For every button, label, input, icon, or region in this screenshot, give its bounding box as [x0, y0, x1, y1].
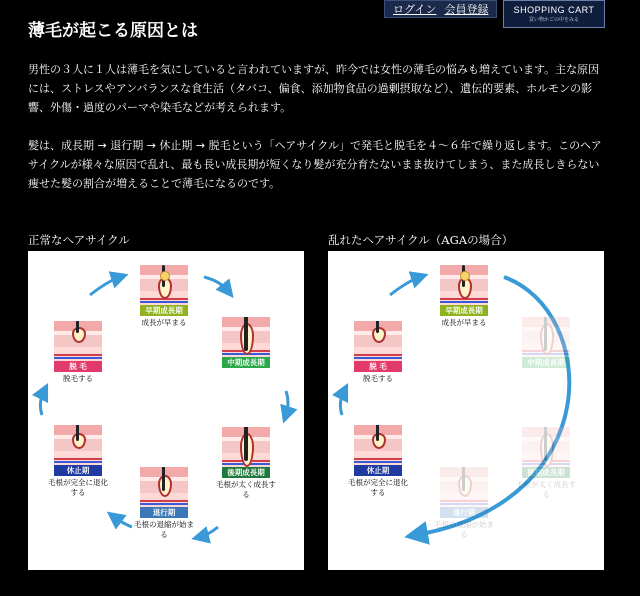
register-link[interactable]: 会員登録 [444, 3, 489, 16]
aga-shedding-label: 脱 毛 [354, 361, 402, 372]
aga-shedding-stage [354, 321, 402, 384]
aga-shedding-desc: 脱毛する [363, 374, 393, 383]
aga-late-growth-stage [516, 427, 576, 500]
account-links [384, 0, 497, 18]
login-link[interactable]: ログイン [393, 3, 437, 16]
regression-stage [134, 467, 194, 540]
normal-cycle-title: 正常なヘアサイクル [28, 233, 130, 247]
aga-early-growth-desc: 成長が早まる [441, 318, 487, 327]
late-growth-label: 後期成長期 [222, 467, 270, 478]
resting-label: 休止期 [54, 465, 102, 476]
aga-resting-label: 休止期 [354, 465, 402, 476]
shopping-cart-button[interactable] [503, 0, 605, 28]
early-growth-stage [140, 265, 188, 328]
aga-early-growth-stage [440, 265, 488, 328]
cart-title: SHOPPING CART [513, 5, 595, 15]
aga-resting-stage [348, 425, 408, 498]
aga-regression-label: 退行期 [440, 507, 488, 518]
aga-regression-stage [434, 467, 494, 540]
aga-late-growth-label: 後期成長期 [522, 467, 570, 478]
resting-stage [48, 425, 108, 498]
early-growth-label: 早期成長期 [140, 305, 188, 316]
shedding-desc: 脱毛する [63, 374, 93, 383]
cart-subtitle: 買い物かごの中をみる [528, 17, 579, 23]
aga-resting-desc: 毛根が完全に退化する [348, 478, 408, 497]
mid-growth-stage [222, 317, 270, 368]
shedding-stage [54, 321, 102, 384]
aga-early-growth-label: 早期成長期 [440, 305, 488, 316]
aga-late-growth-desc: 毛根が太く成長する [516, 480, 576, 499]
regression-label: 退行期 [140, 507, 188, 518]
mid-growth-label: 中期成長期 [222, 357, 270, 368]
page-title: 薄毛が起こる原因とは [28, 21, 198, 41]
aga-cycle-diagram [328, 251, 604, 570]
hair-cycle-paragraph: 髪は、成長期 → 退行期 → 休止期 → 脱毛という「ヘアサイクル」で発毛と脱毛を４～６年で繰り返します。このヘアサイクルが様々な原因で乱れ、最も長い成長期が短くなり髪が充分育たないまま抜けてしまう、また成長しきらない痩せた髪の割合が増えることで薄毛になるのです。 [28, 139, 602, 190]
aga-mid-growth-label: 中期成長期 [522, 357, 570, 368]
normal-cycle-diagram [28, 251, 304, 570]
early-growth-desc: 成長が早まる [141, 318, 187, 327]
aga-regression-desc: 毛根の退縮が始まる [434, 520, 494, 539]
late-growth-desc: 毛根が太く成長する [216, 480, 276, 499]
aga-cycle-title: 乱れたヘアサイクル（AGAの場合） [328, 233, 514, 247]
aga-mid-growth-stage [522, 317, 570, 368]
resting-desc: 毛根が完全に退化する [48, 478, 108, 497]
late-growth-stage [216, 427, 276, 500]
regression-desc: 毛根の退縮が始まる [134, 520, 194, 539]
shedding-label: 脱 毛 [54, 361, 102, 372]
intro-paragraph: 男性の３人に１人は薄毛を気にしていると言われていますが、昨今では女性の薄毛の悩みも増えています。主な原因には、ストレスやアンバランスな食生活（タバコ、偏食、添加物食品の過剰摂取など）、遺伝的要素、ホルモンの影響、外傷・過度のパーマや染毛などが考えられます。 [28, 63, 600, 114]
